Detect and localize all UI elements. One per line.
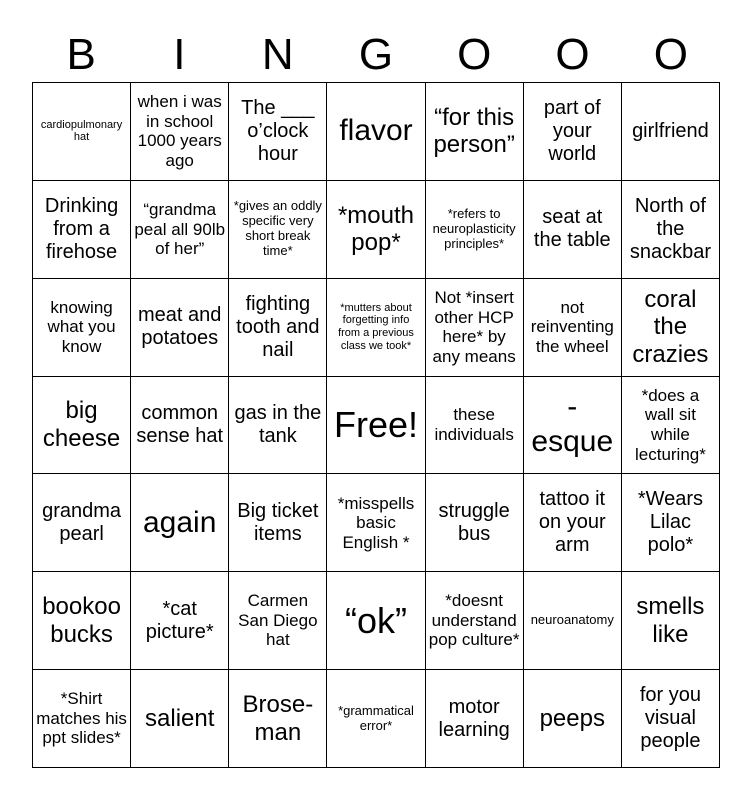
bingo-cell[interactable]: The ___ o’clock hour [229, 83, 327, 181]
header-letter-b: B [66, 30, 96, 79]
bingo-cell[interactable]: knowing what you know [33, 279, 131, 377]
bingo-cell[interactable]: -esque [524, 377, 622, 475]
bingo-cell[interactable]: coral the crazies [622, 279, 720, 377]
free-space[interactable]: Free! [327, 377, 425, 475]
bingo-cell[interactable]: “for this person” [426, 83, 524, 181]
bingo-cell[interactable]: gas in the tank [229, 377, 327, 475]
bingo-cell[interactable]: *Wears Lilac polo* [622, 474, 720, 572]
bingo-cell[interactable]: Big ticket items [229, 474, 327, 572]
bingo-cell[interactable]: meat and potatoes [131, 279, 229, 377]
header-letter-o1: O [457, 30, 492, 79]
bingo-cell[interactable]: North of the snackbar [622, 181, 720, 279]
header-letter-i: I [173, 30, 186, 79]
bingo-cell[interactable]: *Shirt matches his ppt slides* [33, 670, 131, 768]
bingo-cell[interactable]: Not *insert other HCP here* by any means [426, 279, 524, 377]
bingo-cell[interactable]: neuroanatomy [524, 572, 622, 670]
bingo-cell[interactable]: *misspells basic English * [327, 474, 425, 572]
bingo-grid [32, 82, 720, 768]
bingo-cell[interactable]: *mutters about forgetting info from a previous class we took* [327, 279, 425, 377]
header-letter-o2: O [555, 30, 590, 79]
bingo-cell[interactable]: *doesnt understand pop culture* [426, 572, 524, 670]
bingo-cell[interactable]: “ok” [327, 572, 425, 670]
bingo-cell[interactable]: peeps [524, 670, 622, 768]
bingo-cell[interactable]: cardiopulmonary hat [33, 83, 131, 181]
header-letter-o3: O [653, 30, 688, 79]
header-letter-g: G [358, 30, 394, 79]
bingo-cell[interactable]: not reinventing the wheel [524, 279, 622, 377]
bingo-cell[interactable]: girlfriend [622, 83, 720, 181]
bingo-cell[interactable]: tattoo it on your arm [524, 474, 622, 572]
bingo-cell[interactable]: *refers to neuroplasticity principles* [426, 181, 524, 279]
bingo-cell[interactable]: *does a wall sit while lecturing* [622, 377, 720, 475]
bingo-cell[interactable]: seat at the table [524, 181, 622, 279]
bingo-cell[interactable]: Carmen San Diego hat [229, 572, 327, 670]
bingo-cell[interactable]: Drinking from a firehose [33, 181, 131, 279]
bingo-cell[interactable]: *gives an oddly specific very short break time* [229, 181, 327, 279]
header-letter-n: N [261, 30, 294, 79]
bingo-cell[interactable]: bookoo bucks [33, 572, 131, 670]
bingo-cell[interactable]: part of your world [524, 83, 622, 181]
bingo-cell[interactable]: motor learning [426, 670, 524, 768]
bingo-cell[interactable]: salient [131, 670, 229, 768]
bingo-cell[interactable]: when i was in school 1000 years ago [131, 83, 229, 181]
bingo-cell[interactable]: again [131, 474, 229, 572]
bingo-cell[interactable]: fighting tooth and nail [229, 279, 327, 377]
bingo-cell[interactable]: *grammatical error* [327, 670, 425, 768]
bingo-cell[interactable]: struggle bus [426, 474, 524, 572]
bingo-cell[interactable]: flavor [327, 83, 425, 181]
bingo-cell[interactable]: “grandma peal all 90lb of her” [131, 181, 229, 279]
bingo-cell[interactable]: these individuals [426, 377, 524, 475]
bingo-cell[interactable]: Brose-man [229, 670, 327, 768]
bingo-cell[interactable]: grandma pearl [33, 474, 131, 572]
bingo-cell[interactable]: *cat picture* [131, 572, 229, 670]
bingo-cell[interactable]: big cheese [33, 377, 131, 475]
bingo-header [32, 28, 720, 82]
bingo-cell[interactable]: for you visual people [622, 670, 720, 768]
bingo-cell[interactable]: smells like [622, 572, 720, 670]
bingo-cell[interactable]: *mouth pop* [327, 181, 425, 279]
bingo-cell[interactable]: common sense hat [131, 377, 229, 475]
